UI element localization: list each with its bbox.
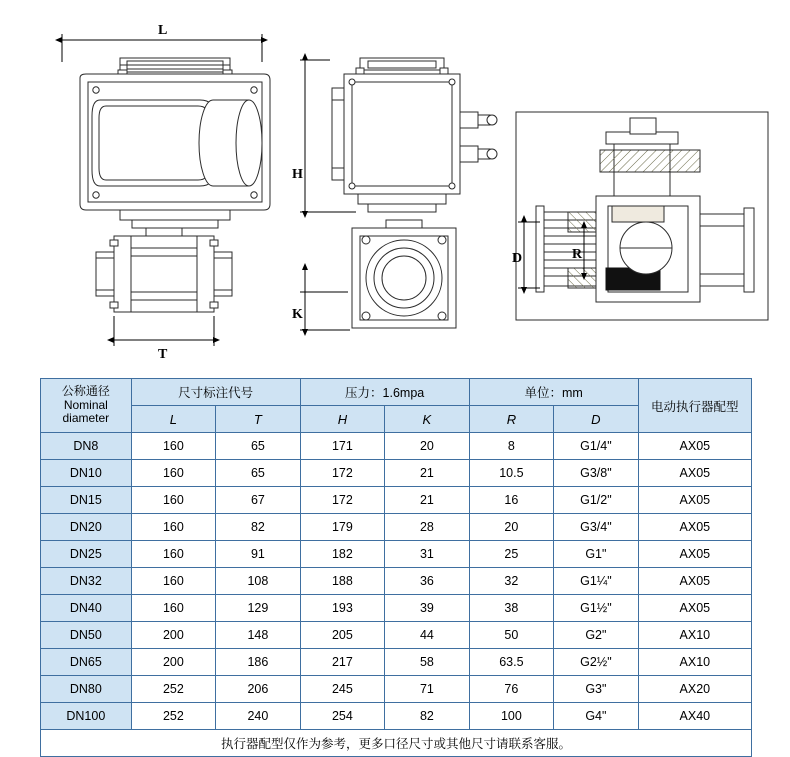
cell-actuator: AX05: [638, 568, 751, 595]
cell-R: 50: [469, 622, 553, 649]
header-nominal-en1: Nominal: [63, 397, 108, 412]
header-col-L: L: [131, 406, 215, 433]
cell-R: 38: [469, 595, 553, 622]
cell-T: 67: [216, 487, 301, 514]
dim-label-R: R: [572, 247, 583, 262]
cell-K: 31: [385, 541, 470, 568]
cell-dn: DN8: [41, 433, 132, 460]
table-note: 执行器配型仅作为参考，更多口径尺寸或其他尺寸请联系客服。: [41, 730, 752, 757]
spec-table-wrap: [40, 378, 752, 757]
dim-label-L: L: [158, 23, 168, 38]
cell-T: 148: [216, 622, 301, 649]
cell-H: 217: [300, 649, 384, 676]
cell-L: 160: [131, 514, 215, 541]
cell-dn: DN25: [41, 541, 132, 568]
cell-dn: DN10: [41, 460, 132, 487]
table-row: [41, 487, 752, 514]
dim-label-D: D: [512, 251, 523, 266]
cell-L: 160: [131, 460, 215, 487]
header-unit: 单位：mm: [469, 379, 638, 406]
cell-H: 171: [300, 433, 384, 460]
cell-K: 21: [385, 487, 470, 514]
table-header-row-1: [41, 379, 752, 406]
cell-K: 58: [385, 649, 470, 676]
table-row: [41, 514, 752, 541]
cell-K: 21: [385, 460, 470, 487]
cell-T: 108: [216, 568, 301, 595]
front-view: [62, 34, 270, 228]
cell-T: 129: [216, 595, 301, 622]
cell-R: 25: [469, 541, 553, 568]
cell-D: G1½": [554, 595, 639, 622]
table-row: [41, 676, 752, 703]
cell-T: 82: [216, 514, 301, 541]
cell-L: 160: [131, 568, 215, 595]
table-body: [41, 433, 752, 757]
cell-H: 205: [300, 622, 384, 649]
cell-L: 252: [131, 676, 215, 703]
cell-D: G1/4": [554, 433, 639, 460]
cell-D: G4": [554, 703, 639, 730]
cell-L: 160: [131, 487, 215, 514]
cell-dn: DN80: [41, 676, 132, 703]
cell-actuator: AX10: [638, 622, 751, 649]
cell-actuator: AX10: [638, 649, 751, 676]
cell-H: 172: [300, 460, 384, 487]
header-nominal-en2: diameter: [62, 411, 110, 426]
header-col-H: H: [300, 406, 384, 433]
header-actuator: 电动执行器配型: [638, 379, 751, 433]
cell-actuator: AX20: [638, 676, 751, 703]
cell-R: 63.5: [469, 649, 553, 676]
cell-D: G3/4": [554, 514, 639, 541]
cell-dn: DN100: [41, 703, 132, 730]
cell-actuator: AX40: [638, 703, 751, 730]
cell-dn: DN40: [41, 595, 132, 622]
cell-H: 172: [300, 487, 384, 514]
header-dimension-code: 尺寸标注代号: [131, 379, 300, 406]
cell-L: 252: [131, 703, 215, 730]
section-view: [516, 112, 768, 320]
cell-K: 20: [385, 433, 470, 460]
bottom-view: [96, 228, 232, 346]
cell-T: 186: [216, 649, 301, 676]
cell-R: 32: [469, 568, 553, 595]
cell-H: 245: [300, 676, 384, 703]
cell-R: 8: [469, 433, 553, 460]
dim-label-H: H: [292, 167, 303, 182]
cell-D: G2": [554, 622, 639, 649]
cell-actuator: AX05: [638, 514, 751, 541]
cell-dn: DN65: [41, 649, 132, 676]
cell-actuator: AX05: [638, 487, 751, 514]
cell-R: 76: [469, 676, 553, 703]
cell-actuator: AX05: [638, 433, 751, 460]
cell-actuator: AX05: [638, 460, 751, 487]
cell-actuator: AX05: [638, 595, 751, 622]
technical-drawing: [0, 0, 790, 370]
cell-D: G1/2": [554, 487, 639, 514]
cell-K: 82: [385, 703, 470, 730]
cell-L: 160: [131, 595, 215, 622]
header-col-D: D: [554, 406, 639, 433]
dim-label-T: T: [158, 347, 168, 362]
dim-label-K: K: [292, 307, 303, 322]
side-view: [300, 58, 497, 330]
cell-T: 65: [216, 460, 301, 487]
cell-R: 10.5: [469, 460, 553, 487]
cell-R: 16: [469, 487, 553, 514]
table-row: [41, 703, 752, 730]
cell-T: 91: [216, 541, 301, 568]
table-row: [41, 649, 752, 676]
header-col-K: K: [385, 406, 470, 433]
cell-K: 28: [385, 514, 470, 541]
cell-H: 193: [300, 595, 384, 622]
cell-T: 65: [216, 433, 301, 460]
cell-dn: DN15: [41, 487, 132, 514]
cell-K: 39: [385, 595, 470, 622]
table-row: [41, 595, 752, 622]
cell-D: G3/8": [554, 460, 639, 487]
cell-L: 200: [131, 622, 215, 649]
cell-D: G1": [554, 541, 639, 568]
cell-R: 20: [469, 514, 553, 541]
table-note-row: [41, 730, 752, 757]
cell-T: 240: [216, 703, 301, 730]
cell-K: 71: [385, 676, 470, 703]
table-row: [41, 541, 752, 568]
cell-H: 188: [300, 568, 384, 595]
cell-D: G3": [554, 676, 639, 703]
header-col-T: T: [216, 406, 301, 433]
table-row: [41, 460, 752, 487]
header-pressure: 压力：1.6mpa: [300, 379, 469, 406]
cell-H: 254: [300, 703, 384, 730]
cell-K: 36: [385, 568, 470, 595]
cell-D: G2½": [554, 649, 639, 676]
header-col-R: R: [469, 406, 553, 433]
table-row: [41, 433, 752, 460]
cell-dn: DN20: [41, 514, 132, 541]
cell-T: 206: [216, 676, 301, 703]
table-row: [41, 568, 752, 595]
header-nominal-diameter: [41, 379, 132, 433]
spec-table: [40, 378, 752, 757]
cell-dn: DN32: [41, 568, 132, 595]
cell-K: 44: [385, 622, 470, 649]
cell-actuator: AX05: [638, 541, 751, 568]
cell-L: 160: [131, 541, 215, 568]
cell-R: 100: [469, 703, 553, 730]
table-row: [41, 622, 752, 649]
cell-L: 200: [131, 649, 215, 676]
cell-D: G1¼": [554, 568, 639, 595]
cell-L: 160: [131, 433, 215, 460]
cell-H: 182: [300, 541, 384, 568]
cell-H: 179: [300, 514, 384, 541]
cell-dn: DN50: [41, 622, 132, 649]
header-nominal-cn: 公称通径: [61, 383, 110, 398]
